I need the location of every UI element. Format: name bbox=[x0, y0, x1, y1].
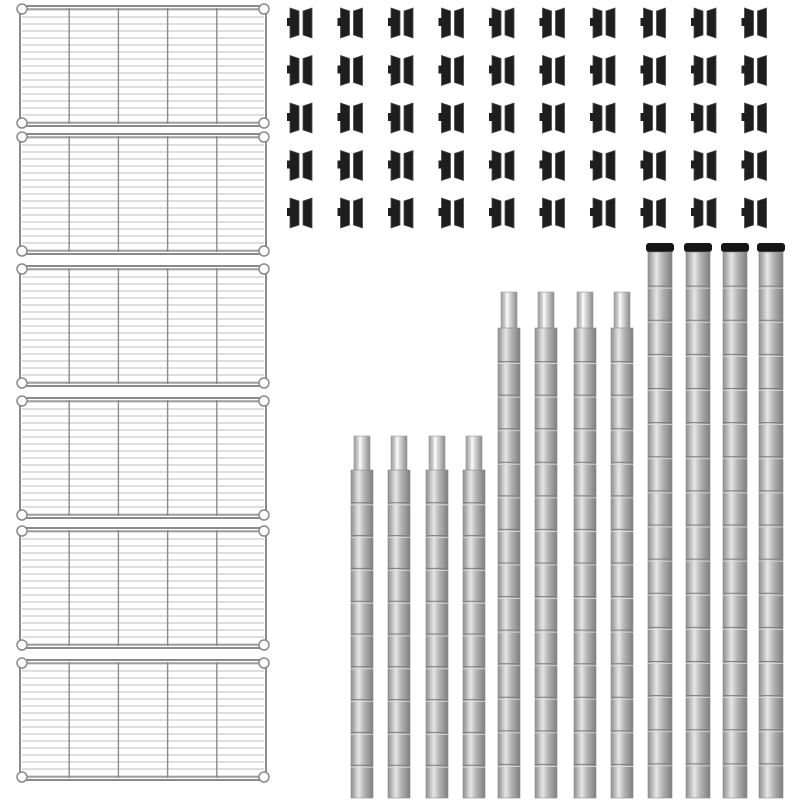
clip-half bbox=[391, 103, 400, 133]
pole-leveling-cap bbox=[721, 243, 749, 252]
clip-half bbox=[694, 198, 703, 228]
clip-half bbox=[644, 151, 653, 181]
clip-half bbox=[745, 103, 754, 133]
shelf-clip-pair bbox=[439, 198, 464, 228]
shelf-corner-ring bbox=[259, 4, 269, 14]
shelf-corner-ring bbox=[259, 378, 269, 388]
clip-half bbox=[290, 198, 299, 228]
clip-half bbox=[341, 8, 350, 38]
clip-half bbox=[644, 198, 653, 228]
shelf-corner-ring bbox=[259, 132, 269, 142]
clip-half bbox=[593, 8, 602, 38]
shelf-corner-ring bbox=[17, 510, 27, 520]
shelf-clip-pair bbox=[742, 198, 767, 228]
clip-half bbox=[391, 151, 400, 181]
shelf-corner-ring bbox=[259, 640, 269, 650]
shelf-clip-pair bbox=[388, 8, 413, 38]
shelf-clip-pair bbox=[742, 8, 767, 38]
shelf-corner-ring bbox=[17, 246, 27, 256]
clip-half bbox=[543, 151, 552, 181]
shelf-pole bbox=[757, 243, 785, 798]
clip-half bbox=[442, 103, 451, 133]
shelf-corner-ring bbox=[259, 526, 269, 536]
clip-half bbox=[593, 103, 602, 133]
shelf-pole bbox=[351, 436, 373, 798]
shelf-pole bbox=[426, 436, 448, 798]
clip-half bbox=[644, 103, 653, 133]
shelf-clip-pair bbox=[338, 56, 363, 86]
clip-half bbox=[290, 103, 299, 133]
shelf-corner-ring bbox=[17, 658, 27, 668]
shelf-clip-pair bbox=[691, 56, 716, 86]
shelf-clip-pair bbox=[338, 103, 363, 133]
clip-half bbox=[694, 103, 703, 133]
shelf-clip-pair bbox=[691, 198, 716, 228]
wire-shelves bbox=[17, 4, 269, 782]
clip-half bbox=[341, 103, 350, 133]
shelf-corner-ring bbox=[259, 396, 269, 406]
wire-shelf bbox=[17, 4, 269, 128]
pole-insert-tip bbox=[577, 292, 593, 330]
shelf-clip-pair bbox=[388, 103, 413, 133]
shelf-clip-pair bbox=[540, 151, 565, 181]
shelf-clips bbox=[287, 8, 767, 228]
shelf-clip-pair bbox=[439, 151, 464, 181]
clip-half bbox=[442, 151, 451, 181]
shelf-corner-ring bbox=[17, 4, 27, 14]
shelf-clip-pair bbox=[287, 8, 312, 38]
shelf-clip-pair bbox=[338, 151, 363, 181]
clip-half bbox=[391, 56, 400, 86]
shelf-pole bbox=[611, 292, 633, 798]
shelf-corner-ring bbox=[17, 132, 27, 142]
clip-half bbox=[644, 8, 653, 38]
shelf-clip-pair bbox=[590, 198, 615, 228]
shelf-clip-pair bbox=[691, 8, 716, 38]
clip-half bbox=[442, 56, 451, 86]
pole-insert-tip bbox=[538, 292, 554, 330]
shelf-clip-pair bbox=[489, 198, 514, 228]
clip-half bbox=[391, 8, 400, 38]
shelf-clip-pair bbox=[742, 151, 767, 181]
wire-shelf bbox=[17, 264, 269, 388]
shelf-clip-pair bbox=[540, 103, 565, 133]
clip-half bbox=[543, 198, 552, 228]
shelf-corner-ring bbox=[17, 640, 27, 650]
shelf-clip-pair bbox=[590, 151, 615, 181]
shelf-clip-pair bbox=[287, 198, 312, 228]
clip-half bbox=[492, 56, 501, 86]
clip-half bbox=[593, 56, 602, 86]
clip-half bbox=[745, 56, 754, 86]
shelf-clip-pair bbox=[388, 151, 413, 181]
clip-half bbox=[492, 8, 501, 38]
shelf-clip-pair bbox=[287, 103, 312, 133]
pole-insert-tip bbox=[614, 292, 630, 330]
clip-half bbox=[442, 8, 451, 38]
clip-half bbox=[593, 198, 602, 228]
wire-shelf bbox=[17, 526, 269, 650]
shelf-corner-ring bbox=[259, 118, 269, 128]
clip-half bbox=[644, 56, 653, 86]
shelf-clip-pair bbox=[287, 151, 312, 181]
shelf-corner-ring bbox=[17, 396, 27, 406]
clip-half bbox=[492, 198, 501, 228]
pole-insert-tip bbox=[429, 436, 445, 472]
shelf-clip-pair bbox=[742, 103, 767, 133]
shelf-corner-ring bbox=[17, 118, 27, 128]
pole-insert-tip bbox=[466, 436, 482, 472]
shelf-clip-pair bbox=[540, 8, 565, 38]
clip-half bbox=[391, 198, 400, 228]
shelf-pole bbox=[684, 243, 712, 798]
shelf-clip-pair bbox=[388, 198, 413, 228]
shelf-clip-pair bbox=[641, 56, 666, 86]
shelf-clip-pair bbox=[388, 56, 413, 86]
clip-half bbox=[543, 8, 552, 38]
shelf-clip-pair bbox=[338, 198, 363, 228]
shelf-corner-ring bbox=[259, 658, 269, 668]
shelf-pole bbox=[721, 243, 749, 798]
shelf-clip-pair bbox=[641, 8, 666, 38]
shelf-clip-pair bbox=[691, 103, 716, 133]
shelf-clip-pair bbox=[641, 151, 666, 181]
clip-half bbox=[694, 56, 703, 86]
clip-half bbox=[745, 198, 754, 228]
shelf-corner-ring bbox=[259, 264, 269, 274]
shelf-poles bbox=[351, 243, 785, 798]
pole-leveling-cap bbox=[646, 243, 674, 252]
pole-insert-tip bbox=[501, 292, 517, 330]
shelf-clip-pair bbox=[439, 56, 464, 86]
shelf-clip-pair bbox=[540, 198, 565, 228]
shelf-clip-pair bbox=[489, 56, 514, 86]
pole-leveling-cap bbox=[684, 243, 712, 252]
shelf-pole bbox=[646, 243, 674, 798]
pole-leveling-cap bbox=[757, 243, 785, 252]
clip-half bbox=[593, 151, 602, 181]
clip-half bbox=[745, 151, 754, 181]
clip-half bbox=[492, 103, 501, 133]
clip-half bbox=[442, 198, 451, 228]
shelf-clip-pair bbox=[641, 198, 666, 228]
shelf-clip-pair bbox=[489, 8, 514, 38]
clip-half bbox=[694, 151, 703, 181]
shelf-clip-pair bbox=[742, 56, 767, 86]
clip-half bbox=[341, 198, 350, 228]
shelf-clip-pair bbox=[439, 103, 464, 133]
shelf-clip-pair bbox=[691, 151, 716, 181]
clip-half bbox=[290, 8, 299, 38]
pole-insert-tip bbox=[391, 436, 407, 472]
shelf-clip-pair bbox=[590, 56, 615, 86]
pole-insert-tip bbox=[354, 436, 370, 472]
shelf-clip-pair bbox=[287, 56, 312, 86]
wire-shelf bbox=[17, 658, 269, 782]
shelf-clip-pair bbox=[540, 56, 565, 86]
shelf-pole bbox=[498, 292, 520, 798]
clip-half bbox=[543, 103, 552, 133]
shelf-corner-ring bbox=[17, 772, 27, 782]
shelf-corner-ring bbox=[17, 378, 27, 388]
shelf-clip-pair bbox=[338, 8, 363, 38]
shelf-pole bbox=[535, 292, 557, 798]
shelf-corner-ring bbox=[259, 510, 269, 520]
clip-half bbox=[290, 56, 299, 86]
shelf-pole bbox=[463, 436, 485, 798]
shelf-clip-pair bbox=[590, 103, 615, 133]
clip-half bbox=[341, 56, 350, 86]
shelf-clip-pair bbox=[439, 8, 464, 38]
clip-half bbox=[543, 56, 552, 86]
shelf-clip-pair bbox=[489, 151, 514, 181]
shelf-clip-pair bbox=[641, 103, 666, 133]
clip-half bbox=[492, 151, 501, 181]
shelf-clip-pair bbox=[489, 103, 514, 133]
clip-half bbox=[290, 151, 299, 181]
shelf-clip-pair bbox=[590, 8, 615, 38]
shelf-pole bbox=[574, 292, 596, 798]
shelf-pole bbox=[388, 436, 410, 798]
wire-shelf bbox=[17, 132, 269, 256]
shelf-corner-ring bbox=[17, 264, 27, 274]
clip-half bbox=[745, 8, 754, 38]
shelf-corner-ring bbox=[259, 772, 269, 782]
clip-half bbox=[694, 8, 703, 38]
shelf-corner-ring bbox=[259, 246, 269, 256]
clip-half bbox=[341, 151, 350, 181]
wire-shelf bbox=[17, 396, 269, 520]
shelf-corner-ring bbox=[17, 526, 27, 536]
